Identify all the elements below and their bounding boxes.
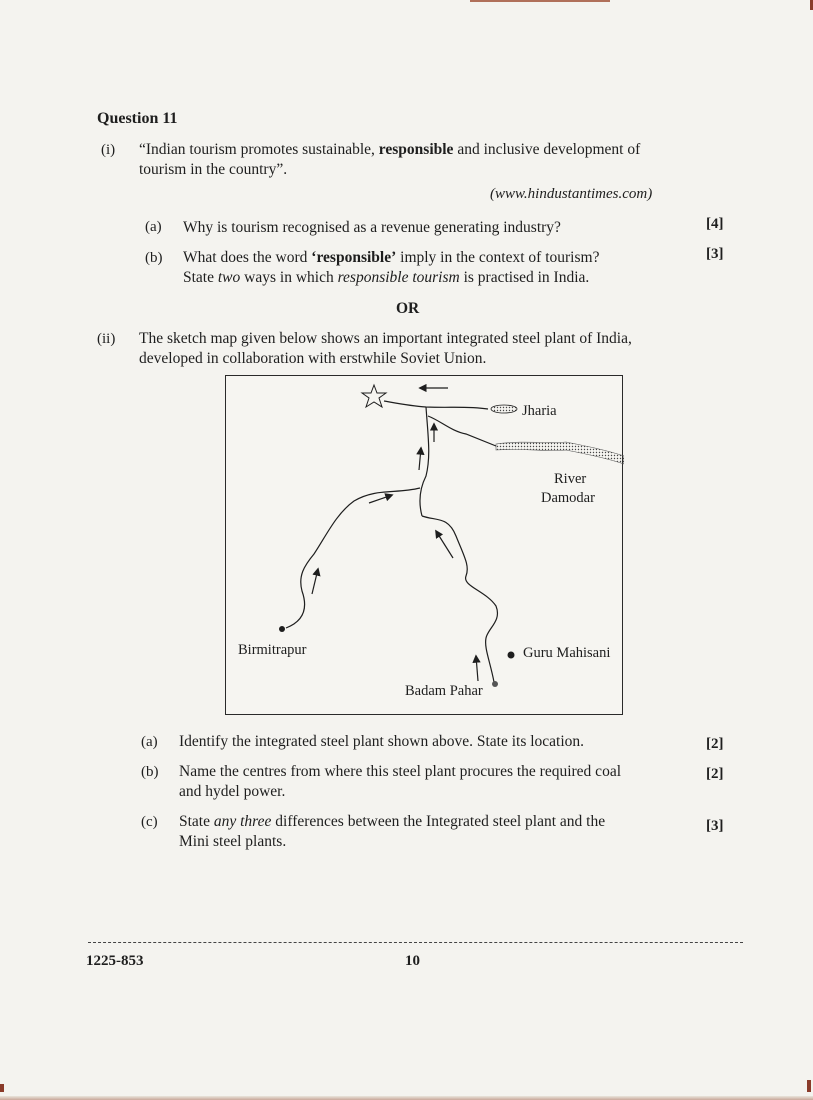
question-text: ways in which — [240, 269, 338, 286]
corner-mark — [0, 1084, 4, 1092]
label-guru-mahisani: Guru Mahisani — [523, 645, 611, 661]
quote-text: tourism in the country”. — [139, 161, 288, 178]
question-text: differences between the Integrated steel plant and the — [271, 813, 606, 830]
part-ii-c-label: (c) — [141, 814, 158, 830]
label-river: River — [554, 471, 587, 487]
italic-phrase: any three — [213, 813, 272, 830]
part-ii-a-marks: [2] — [706, 736, 724, 752]
italic-word: two — [217, 269, 241, 286]
river-damodar — [496, 442, 624, 464]
flow-arrow — [419, 448, 421, 470]
part-ii-b-label: (b) — [141, 764, 159, 780]
part-ii-a-text: Identify the integrated steel plant shown above. State its location. — [179, 733, 585, 750]
coal-field-icon — [491, 405, 517, 413]
route-line — [428, 416, 496, 446]
flow-arrow — [369, 495, 392, 503]
quote-source: (www.hindustantimes.com) — [490, 186, 653, 202]
flow-arrow — [476, 656, 478, 681]
italic-phrase: responsible tourism — [337, 269, 460, 286]
route-line — [286, 488, 420, 628]
label-jharia: Jharia — [522, 403, 557, 419]
part-ii-c-marks: [3] — [706, 818, 724, 834]
part-ii-intro — [139, 329, 709, 369]
page-number: 10 — [405, 953, 420, 969]
footer-divider — [88, 942, 743, 943]
part-ii-label: (ii) — [97, 331, 116, 347]
badam-pahar-dot-icon — [492, 681, 498, 687]
part-ii-a-label: (a) — [141, 734, 158, 750]
question-text: Name the centres from where this steel plant procures the required coal — [179, 763, 621, 780]
or-divider: OR — [396, 300, 420, 317]
part-i-quote — [139, 140, 699, 180]
route-line — [422, 516, 497, 682]
quote-bold-word: responsible — [378, 141, 454, 158]
question-text: Mini steel plants. — [179, 833, 287, 850]
part-ii-b-text — [179, 762, 689, 802]
page-edge-top — [470, 0, 610, 2]
part-ii-c-text — [179, 812, 689, 852]
guru-mahisani-dot-icon — [508, 652, 515, 659]
label-birmitrapur: Birmitrapur — [238, 642, 307, 658]
part-i-a-text: Why is tourism recognised as a revenue generating industry? — [183, 219, 561, 236]
map-drawing — [226, 376, 624, 716]
paper-code: 1225-853 — [86, 953, 144, 969]
bold-word: ‘responsible’ — [311, 249, 397, 266]
question-text: is practised in India. — [459, 269, 590, 286]
corner-mark — [807, 1080, 811, 1092]
quote-text: and inclusive development of — [453, 141, 641, 158]
question-text: imply in the context of tourism? — [396, 249, 600, 266]
route-line — [420, 407, 429, 516]
question-text: What does the word — [183, 249, 312, 266]
part-i-b-marks: [3] — [706, 246, 724, 262]
part-i-label: (i) — [101, 142, 116, 158]
sketch-map — [225, 375, 623, 715]
part-i-b-text — [183, 248, 688, 288]
intro-line: The sketch map given below shows an important integrated steel plant of India, — [139, 330, 632, 347]
page-edge-bottom — [0, 1096, 813, 1100]
label-damodar: Damodar — [541, 490, 595, 506]
question-text: State — [183, 269, 218, 286]
label-badam-pahar: Badam Pahar — [405, 683, 483, 699]
intro-line: developed in collaboration with erstwhile Soviet Union. — [139, 350, 487, 367]
flow-arrow — [436, 531, 453, 558]
question-text: and hydel power. — [179, 783, 286, 800]
part-i-a-marks: [4] — [706, 216, 724, 232]
quote-text: “Indian tourism promotes sustainable, — [139, 141, 379, 158]
part-i-a-label: (a) — [145, 219, 162, 235]
part-i-b-label: (b) — [145, 250, 163, 266]
steel-plant-star-icon — [362, 385, 386, 407]
route-line — [384, 401, 488, 409]
birmitrapur-dot-icon — [279, 626, 285, 632]
question-text: State — [179, 813, 214, 830]
flow-arrow — [312, 569, 318, 594]
question-title: Question 11 — [97, 110, 178, 127]
part-ii-b-marks: [2] — [706, 766, 724, 782]
